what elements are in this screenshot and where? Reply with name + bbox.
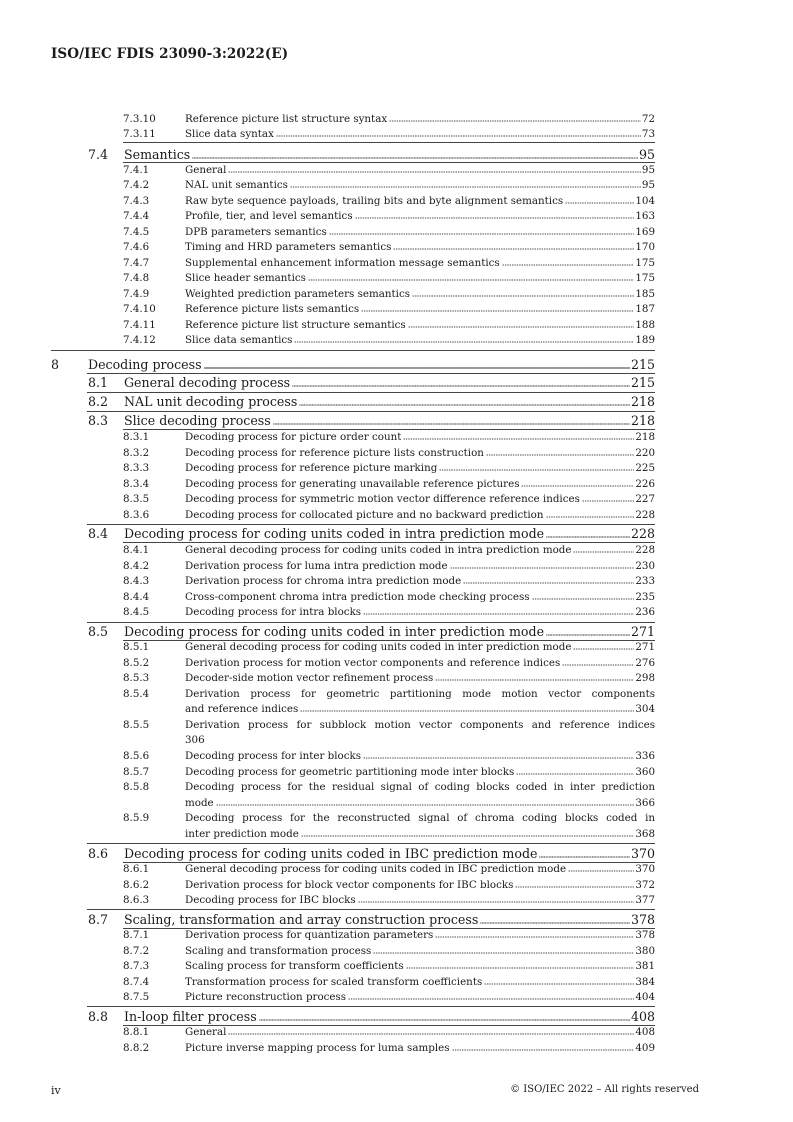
- toc-entry-page: 170: [635, 241, 655, 253]
- toc-entry-page: 408: [635, 1026, 655, 1038]
- toc-entry[interactable]: [123, 210, 655, 222]
- toc-entry-number: 8.3: [88, 413, 109, 428]
- copyright-notice: © ISO/IEC 2022 – All rights reserved: [510, 1084, 699, 1095]
- toc-entry-title: mode: [185, 797, 214, 809]
- toc-entry[interactable]: [123, 226, 655, 238]
- leader-dots: [582, 500, 634, 502]
- toc-entry-title: and reference indices: [185, 703, 299, 715]
- toc-entry-title: Decoding process for symmetric motion vector difference reference indices: [185, 493, 580, 505]
- leader-dots: [308, 279, 634, 281]
- toc-entry[interactable]: [123, 113, 655, 125]
- toc-entry-number: 8.6.3: [123, 894, 150, 906]
- toc-entry[interactable]: [123, 288, 655, 300]
- toc-entry-title: Cross-component chroma intra prediction mode checking process: [185, 591, 530, 603]
- toc-entry-number: 7.4.9: [123, 288, 150, 300]
- toc-entry[interactable]: [88, 147, 655, 162]
- toc-entry[interactable]: [123, 319, 655, 331]
- leader-dots: [546, 634, 630, 636]
- toc-entry-number: 7.4.4: [123, 210, 150, 222]
- toc-entry-title: General decoding process for coding units coded in inter prediction mode: [185, 641, 572, 653]
- page-number: iv: [51, 1084, 61, 1097]
- toc-entry-title: Decoding process for coding units coded in inter prediction mode: [124, 624, 545, 639]
- toc-entry-title: General: [185, 1026, 227, 1038]
- leader-dots: [363, 757, 634, 759]
- toc-entry-title: Scaling process for transform coefficients: [185, 960, 404, 972]
- toc-entry-page: 377: [635, 894, 655, 906]
- toc-entry[interactable]: [123, 657, 655, 669]
- toc-entry[interactable]: [123, 1042, 655, 1054]
- toc-entry[interactable]: [123, 750, 655, 762]
- toc-entry-page: 408: [630, 1009, 655, 1024]
- toc-entry-number: 7.4.1: [123, 164, 150, 176]
- toc-entry-number: 7.4.2: [123, 179, 150, 191]
- toc-entry-number: 8.7.1: [123, 929, 150, 941]
- toc-entry-page: 372: [635, 879, 655, 891]
- toc-entry-title: Timing and HRD parameters semantics: [185, 241, 392, 253]
- toc-entry-page: 271: [635, 641, 655, 653]
- toc-entry[interactable]: [123, 863, 655, 875]
- toc-entry-number: 7.4.3: [123, 195, 150, 207]
- leader-dots: [276, 135, 641, 137]
- toc-entry-page: 169: [635, 226, 655, 238]
- leader-dots: [521, 485, 634, 487]
- toc-entry-title: Decoding process for picture order count: [185, 431, 402, 443]
- toc-entry-number: 7.4.10: [123, 303, 156, 315]
- leader-dots: [292, 385, 630, 387]
- toc-entry[interactable]: [51, 357, 655, 372]
- toc-entry-number: 8.4.4: [123, 591, 150, 603]
- toc-entry-title: General decoding process: [124, 375, 291, 390]
- toc-divider: [87, 392, 655, 393]
- toc-entry[interactable]: [123, 991, 655, 1003]
- leader-dots: [204, 367, 630, 369]
- toc-entry-title: Reference picture lists semantics: [185, 303, 360, 315]
- toc-divider: [87, 622, 655, 623]
- toc-entry-title: NAL unit decoding process: [124, 394, 298, 409]
- leader-dots: [273, 423, 630, 425]
- toc-entry-page: 378: [635, 929, 655, 941]
- leader-dots: [562, 664, 634, 666]
- toc-entry[interactable]: [123, 960, 655, 972]
- toc-entry[interactable]: [123, 976, 655, 988]
- leader-dots: [486, 454, 634, 456]
- toc-entry-number: 8.1: [88, 375, 109, 390]
- toc-entry-title: Transformation process for scaled transform coefficients: [185, 976, 483, 988]
- toc-entry-page: 381: [635, 960, 655, 972]
- toc-entry-number: 8.4.3: [123, 575, 150, 587]
- toc-entry[interactable]: [123, 462, 655, 474]
- toc-entry-number: 8.7.3: [123, 960, 150, 972]
- toc-entry-number: 8.5.7: [123, 766, 150, 778]
- toc-entry-number: 7.4.12: [123, 334, 156, 346]
- toc-entry[interactable]: [123, 606, 655, 618]
- toc-entry-page: 218: [630, 413, 655, 428]
- toc-entry-page: 368: [635, 828, 655, 840]
- toc-divider: [87, 373, 655, 374]
- toc-entry-page: 218: [630, 394, 655, 409]
- toc-entry-title: Decoding process for coding units coded in IBC prediction mode: [124, 846, 538, 861]
- toc-entry[interactable]: [123, 128, 655, 140]
- leader-dots: [259, 1019, 630, 1021]
- leader-dots: [573, 648, 634, 650]
- toc-entry[interactable]: [123, 334, 655, 346]
- toc-entry-number: 8.3.2: [123, 447, 150, 459]
- toc-entry-title: Decoding process for generating unavailable reference pictures: [185, 478, 520, 490]
- toc-entry-title: Decoding process for reference picture marking: [185, 462, 438, 474]
- toc-entry-page: 226: [635, 478, 655, 490]
- toc-entry-title: Picture reconstruction process: [185, 991, 347, 1003]
- toc-entry-page: 304: [635, 703, 655, 715]
- toc-entry-page: 220: [635, 447, 655, 459]
- toc-entry-title[interactable]: Decoding process for the residual signal of coding blocks coded in inter prediction: [185, 781, 655, 793]
- toc-entry-page: 233: [635, 575, 655, 587]
- leader-dots: [216, 804, 635, 806]
- leader-dots: [539, 856, 629, 858]
- leader-dots: [363, 613, 634, 615]
- toc-entry-number: 8.8.2: [123, 1042, 150, 1054]
- toc-entry-title: Derivation process for motion vector components and reference indices: [185, 657, 561, 669]
- toc-entry-title: In-loop filter process: [124, 1009, 257, 1024]
- toc-divider: [123, 162, 655, 163]
- toc-entry-number: 7.4.7: [123, 257, 150, 269]
- leader-dots: [484, 983, 634, 985]
- toc-entry[interactable]: [88, 912, 655, 927]
- toc-entry[interactable]: [88, 375, 655, 390]
- toc-divider: [87, 909, 655, 910]
- toc-entry-number: 8.5.5: [123, 719, 150, 731]
- toc-entry[interactable]: [123, 493, 655, 505]
- toc-entry-number: 8.7.4: [123, 976, 150, 988]
- toc-entry-number: 8.4.1: [123, 544, 150, 556]
- toc-entry-title: Slice data semantics: [185, 334, 293, 346]
- document-header: ISO/IEC FDIS 23090-3:2022(E): [51, 46, 289, 62]
- toc-entry-title: Decoding process for geometric partitioning mode inter blocks: [185, 766, 515, 778]
- toc-entry-number: 8.3.1: [123, 431, 150, 443]
- toc-entry[interactable]: [123, 1026, 655, 1038]
- toc-entry[interactable]: [123, 945, 655, 957]
- toc-entry-title: Slice decoding process: [124, 413, 271, 428]
- toc-entry-title: Raw byte sequence payloads, trailing bits and byte alignment semantics: [185, 195, 564, 207]
- toc-entry-number: 7.4.6: [123, 241, 150, 253]
- toc-entry-title: Reference picture list structure syntax: [185, 113, 388, 125]
- toc-entry[interactable]: [123, 929, 655, 941]
- toc-entry[interactable]: [185, 703, 655, 715]
- toc-entry[interactable]: [88, 624, 655, 639]
- toc-entry[interactable]: [123, 478, 655, 490]
- toc-entry-page: 185: [635, 288, 655, 300]
- toc-entry-number: 8.3.4: [123, 478, 150, 490]
- toc-entry-title: General: [185, 164, 227, 176]
- toc-entry-number: 8.7.2: [123, 945, 150, 957]
- leader-dots: [300, 710, 634, 712]
- toc-entry[interactable]: [185, 828, 655, 840]
- toc-entry-title: Decoder-side motion vector refinement process: [185, 672, 434, 684]
- toc-entry[interactable]: [123, 766, 655, 778]
- toc-entry[interactable]: [185, 797, 655, 809]
- toc-entry-page: 271: [630, 624, 655, 639]
- toc-entry-page: 163: [635, 210, 655, 222]
- leader-dots: [439, 469, 634, 471]
- toc-entry-page: 228: [635, 544, 655, 556]
- toc-entry-page: 384: [635, 976, 655, 988]
- toc-entry-number: 8.5: [88, 624, 109, 639]
- toc-entry-page: 72: [641, 113, 655, 125]
- toc-entry-title: Slice header semantics: [185, 272, 306, 284]
- toc-entry-title: Reference picture list structure semantics: [185, 319, 406, 331]
- toc-entry-number: 7.4: [88, 147, 109, 162]
- toc-entry[interactable]: [123, 272, 655, 284]
- toc-entry-page: 409: [635, 1042, 655, 1054]
- toc-entry[interactable]: [123, 894, 655, 906]
- toc-entry-title: Derivation process for quantization parameters: [185, 929, 434, 941]
- toc-entry-number: 8.7.5: [123, 991, 150, 1003]
- toc-entry-page: 230: [635, 560, 655, 572]
- toc-entry-title: Semantics: [124, 147, 191, 162]
- leader-dots: [299, 404, 630, 406]
- toc-entry-page: 236: [635, 606, 655, 618]
- toc-divider: [123, 429, 655, 430]
- toc-entry-page: 228: [630, 526, 655, 541]
- toc-entry[interactable]: [123, 641, 655, 653]
- toc-entry-page: 215: [630, 357, 655, 372]
- toc-entry-page: 215: [630, 375, 655, 390]
- leader-dots: [361, 310, 634, 312]
- toc-entry-title: General decoding process for coding units coded in intra prediction mode: [185, 544, 572, 556]
- toc-entry-title: Derivation process for block vector components for IBC blocks: [185, 879, 514, 891]
- toc-entry[interactable]: [88, 846, 655, 861]
- toc-entry-title: Profile, tier, and level semantics: [185, 210, 353, 222]
- toc-entry-number: 8.3.6: [123, 509, 150, 521]
- leader-dots: [573, 551, 634, 553]
- toc-entry-number: 8.7: [88, 912, 109, 927]
- leader-dots: [568, 870, 634, 872]
- leader-dots: [546, 516, 635, 518]
- leader-dots: [516, 773, 634, 775]
- leader-dots: [406, 967, 635, 969]
- toc-entry-number: 8.8.1: [123, 1026, 150, 1038]
- leader-dots: [294, 341, 634, 343]
- leader-dots: [290, 186, 641, 188]
- toc-entry[interactable]: [123, 164, 655, 176]
- toc-entry-number: 8.8: [88, 1009, 109, 1024]
- toc-entry-title: inter prediction mode: [185, 828, 299, 840]
- toc-entry-page: 218: [635, 431, 655, 443]
- toc-entry-page: 378: [630, 912, 655, 927]
- leader-dots: [393, 248, 634, 250]
- toc-entry-number: 8.4.5: [123, 606, 150, 618]
- leader-dots: [192, 157, 638, 159]
- toc-entry-page: 366: [635, 797, 655, 809]
- toc-entry-number: 8.3.5: [123, 493, 150, 505]
- leader-dots: [389, 120, 641, 122]
- leader-dots: [546, 536, 630, 538]
- toc-entry-page: 228: [635, 509, 655, 521]
- toc-entry-title: Decoding process for intra blocks: [185, 606, 362, 618]
- leader-dots: [532, 598, 635, 600]
- toc-entry-number: 8: [51, 357, 60, 372]
- toc-entry-page: 73: [641, 128, 655, 140]
- toc-entry-page: 188: [635, 319, 655, 331]
- toc-entry-page: 95: [641, 164, 655, 176]
- toc-entry-title: Derivation process for luma intra prediction mode: [185, 560, 448, 572]
- toc-divider: [87, 1006, 655, 1007]
- leader-dots: [403, 438, 634, 440]
- toc-entry-page: 187: [635, 303, 655, 315]
- toc-entry-number: 7.4.5: [123, 226, 150, 238]
- toc-entry[interactable]: [123, 447, 655, 459]
- toc-entry-number: 8.5.3: [123, 672, 150, 684]
- toc-entry-title: General decoding process for coding units coded in IBC prediction mode: [185, 863, 567, 875]
- toc-divider: [87, 843, 655, 844]
- leader-dots: [452, 1049, 635, 1051]
- toc-entry[interactable]: [123, 303, 655, 315]
- toc-entry-number: 8.6.1: [123, 863, 150, 875]
- toc-entry-number: 8.4: [88, 526, 109, 541]
- toc-entry-title[interactable]: Decoding process for the reconstructed signal of chroma coding blocks coded in: [185, 812, 655, 824]
- toc-divider: [87, 411, 655, 412]
- toc-entry-page: 336: [635, 750, 655, 762]
- toc-entry-number: 8.5.9: [123, 812, 150, 824]
- toc-entry-title: Picture inverse mapping process for luma samples: [185, 1042, 450, 1054]
- toc-entry[interactable]: [123, 544, 655, 556]
- leader-dots: [373, 952, 634, 954]
- toc-entry-number: 8.6: [88, 846, 109, 861]
- leader-dots: [348, 998, 634, 1000]
- toc-entry-page: 189: [635, 334, 655, 346]
- toc-entry[interactable]: [123, 509, 655, 521]
- toc-entry-page: 276: [635, 657, 655, 669]
- toc-entry-page: 227: [635, 493, 655, 505]
- toc-entry-title: Decoding process for inter blocks: [185, 750, 362, 762]
- toc-entry[interactable]: [123, 879, 655, 891]
- toc-entry-title: Decoding process for reference picture lists construction: [185, 447, 484, 459]
- toc-entry-number: 8.5.2: [123, 657, 150, 669]
- toc-entry[interactable]: [123, 575, 655, 587]
- toc-entry-page: 235: [635, 591, 655, 603]
- toc-entry-number: 8.5.8: [123, 781, 150, 793]
- toc-entry-page: 175: [635, 272, 655, 284]
- toc-entry[interactable]: [88, 1009, 655, 1024]
- toc-entry[interactable]: [88, 413, 655, 428]
- toc-entry-page: 370: [635, 863, 655, 875]
- toc-divider: [123, 542, 655, 543]
- toc-entry-title: Decoding process for coding units coded in intra prediction mode: [124, 526, 545, 541]
- toc-entry-number: 7.4.11: [123, 319, 156, 331]
- leader-dots: [355, 217, 635, 219]
- toc-entry-title: DPB parameters semantics: [185, 226, 327, 238]
- toc-entry-title[interactable]: Derivation process for subblock motion vector components and reference indices: [185, 719, 655, 731]
- toc-entry-page: 95: [641, 179, 655, 191]
- toc-entry-page: 298: [635, 672, 655, 684]
- toc-entry-page: 175: [635, 257, 655, 269]
- toc-entry-number: 8.5.4: [123, 688, 150, 700]
- toc-entry-number: 8.5.1: [123, 641, 150, 653]
- toc-entry-page: 104: [635, 195, 655, 207]
- leader-dots: [358, 901, 635, 903]
- toc-entry-number: 8.5.6: [123, 750, 150, 762]
- leader-dots: [502, 264, 635, 266]
- toc-entry-number: 8.2: [88, 394, 109, 409]
- leader-dots: [408, 326, 635, 328]
- leader-dots: [480, 922, 630, 924]
- leader-dots: [435, 936, 634, 938]
- toc-entry-page: 360: [635, 766, 655, 778]
- leader-dots: [301, 835, 635, 837]
- toc-entry-page: 95: [638, 147, 655, 162]
- leader-dots: [228, 171, 640, 173]
- toc-entry-page: 380: [635, 945, 655, 957]
- toc-divider: [123, 142, 655, 143]
- leader-dots: [412, 295, 634, 297]
- toc-entry-title: Weighted prediction parameters semantics: [185, 288, 410, 300]
- toc-entry-title: Decoding process for IBC blocks: [185, 894, 356, 906]
- toc-entry[interactable]: [123, 431, 655, 443]
- toc-entry-title: Scaling and transformation process: [185, 945, 372, 957]
- toc-entry[interactable]: [123, 560, 655, 572]
- leader-dots: [435, 679, 634, 681]
- toc-entry-title: Slice data syntax: [185, 128, 274, 140]
- toc-entry-number: 7.4.8: [123, 272, 150, 284]
- toc-entry-title[interactable]: Derivation process for geometric partitioning mode motion vector components: [185, 688, 655, 700]
- toc-entry-page: 370: [630, 846, 655, 861]
- leader-dots: [565, 202, 634, 204]
- toc-entry-title: Derivation process for chroma intra prediction mode: [185, 575, 462, 587]
- toc-entry[interactable]: [88, 394, 655, 409]
- toc-entry-title: Supplemental enhancement information message semantics: [185, 257, 500, 269]
- toc-entry[interactable]: [123, 179, 655, 191]
- leader-dots: [450, 567, 635, 569]
- toc-entry-page: 306: [185, 734, 205, 746]
- leader-dots: [329, 233, 635, 235]
- toc-entry-number: 7.3.10: [123, 113, 156, 125]
- toc-divider: [51, 350, 655, 351]
- toc-entry-number: 7.3.11: [123, 128, 156, 140]
- toc-entry-number: 8.3.3: [123, 462, 150, 474]
- leader-dots: [515, 886, 634, 888]
- toc-entry[interactable]: [123, 672, 655, 684]
- toc-entry[interactable]: [123, 591, 655, 603]
- leader-dots: [463, 582, 634, 584]
- toc-entry[interactable]: [88, 526, 655, 541]
- toc-entry-title: Decoding process for collocated picture and no backward prediction: [185, 509, 544, 521]
- toc-entry[interactable]: [123, 257, 655, 269]
- toc-entry-page: 404: [635, 991, 655, 1003]
- toc-entry[interactable]: [123, 241, 655, 253]
- toc-entry-title: NAL unit semantics: [185, 179, 288, 191]
- toc-entry-page: 225: [635, 462, 655, 474]
- toc-entry-number: 8.6.2: [123, 879, 150, 891]
- toc-divider: [87, 524, 655, 525]
- toc-entry-number: 8.4.2: [123, 560, 150, 572]
- toc-entry-title: Decoding process: [88, 357, 202, 372]
- toc-entry-title: Scaling, transformation and array construction process: [124, 912, 479, 927]
- toc-entry[interactable]: [123, 195, 655, 207]
- leader-dots: [228, 1033, 634, 1035]
